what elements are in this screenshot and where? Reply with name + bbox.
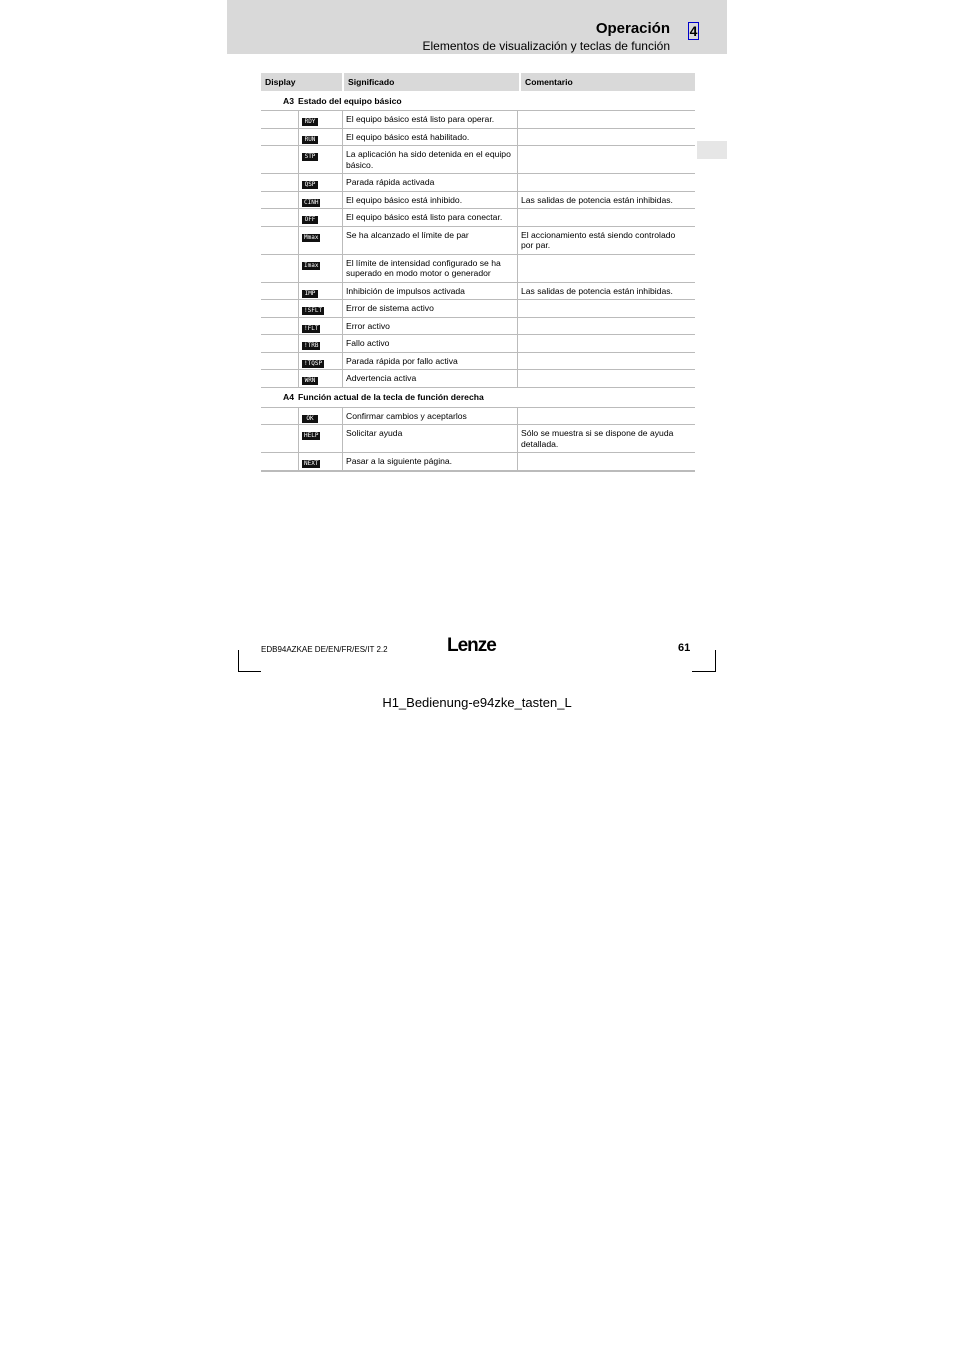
display-symbol-cell	[298, 129, 342, 146]
comment-cell	[517, 370, 693, 387]
lcd-status-icon: STP	[302, 153, 318, 161]
table-row	[261, 192, 695, 210]
meaning-cell: El equipo básico está inhibido.	[342, 192, 517, 209]
column-header-comment: Comentario	[521, 73, 695, 91]
page-number: 61	[678, 642, 691, 654]
table-body	[261, 91, 695, 472]
display-symbol-cell	[298, 111, 342, 128]
page-subtitle: Elementos de visualización y teclas de función	[422, 39, 670, 53]
display-spacer-cell	[261, 353, 298, 370]
meaning-cell: El límite de intensidad configurado se ha superado en modo motor o generador	[342, 255, 517, 282]
display-symbol-cell	[298, 300, 342, 317]
comment-cell	[517, 255, 693, 282]
lcd-status-icon: Mmax	[304, 233, 319, 241]
meaning-cell: El equipo básico está listo para conectar.	[342, 209, 517, 226]
comment-cell	[517, 146, 693, 173]
group-title: Estado del equipo básico	[298, 95, 402, 106]
comment-cell: Las salidas de potencia están inhibidas.	[517, 192, 693, 209]
display-symbol-cell	[298, 353, 342, 370]
group-title: Función actual de la tecla de función derecha	[298, 392, 484, 402]
display-spacer-cell	[261, 227, 298, 254]
display-symbol-cell	[298, 146, 342, 173]
display-symbol-cell	[298, 408, 342, 425]
comment-cell	[517, 174, 693, 191]
meaning-cell: Parada rápida por fallo activa	[342, 353, 517, 370]
crop-mark-left-vertical	[238, 650, 239, 672]
crop-mark-left-horizontal	[238, 671, 261, 672]
comment-cell	[517, 408, 693, 425]
lcd-status-icon: NEXT	[304, 460, 319, 467]
display-spacer-cell	[261, 255, 298, 282]
lcd-status-icon: OFF	[302, 216, 318, 224]
table-row	[261, 453, 695, 472]
comment-cell	[517, 129, 693, 146]
table-row	[261, 283, 695, 301]
display-symbol-cell	[298, 174, 342, 191]
table-row	[261, 300, 695, 318]
comment-cell	[517, 300, 693, 317]
table-row	[261, 111, 695, 129]
table-row	[261, 227, 695, 255]
group-id: A4	[283, 392, 294, 402]
display-symbol-cell	[298, 425, 342, 452]
display-spacer-cell	[261, 370, 298, 387]
comment-cell	[517, 111, 693, 128]
table-group-header	[261, 388, 695, 408]
display-symbol-cell	[298, 370, 342, 387]
display-spacer-cell	[261, 300, 298, 317]
meaning-cell: Solicitar ayuda	[342, 425, 517, 452]
comment-cell	[517, 453, 693, 470]
display-symbol-cell	[298, 453, 342, 470]
comment-cell	[517, 353, 693, 370]
comment-cell	[517, 209, 693, 226]
display-symbol-cell	[298, 192, 342, 209]
table-row	[261, 335, 695, 353]
display-spacer-cell	[261, 283, 298, 300]
group-id: A3	[283, 95, 294, 106]
lcd-status-icon: CINH	[304, 198, 319, 206]
lcd-status-icon: WRN	[302, 377, 318, 385]
meaning-cell: Inhibición de impulsos activada	[342, 283, 517, 300]
lcd-status-icon: HELP	[304, 432, 319, 439]
meaning-cell: Advertencia activa	[342, 370, 517, 387]
table-row	[261, 146, 695, 174]
meaning-cell: Error activo	[342, 318, 517, 335]
display-spacer-cell	[261, 192, 298, 209]
table-header	[261, 73, 695, 91]
lcd-status-icon: IMP	[302, 290, 318, 298]
display-symbol-cell	[298, 318, 342, 335]
table-row	[261, 209, 695, 227]
table-row	[261, 174, 695, 192]
comment-cell: Las salidas de potencia están inhibidas.	[517, 283, 693, 300]
display-spacer-cell	[261, 453, 298, 470]
table-row	[261, 318, 695, 336]
display-spacer-cell	[261, 318, 298, 335]
display-spacer-cell	[261, 129, 298, 146]
meaning-cell: Se ha alcanzado el límite de par	[342, 227, 517, 254]
table-row	[261, 425, 695, 453]
comment-cell	[517, 335, 693, 352]
meaning-cell: La aplicación ha sido detenida en el equipo básico.	[342, 146, 517, 173]
lcd-status-icon: QSP	[302, 181, 318, 189]
meaning-cell: Parada rápida activada	[342, 174, 517, 191]
comment-cell: El accionamiento está siendo controlado por par.	[517, 227, 693, 254]
column-header-meaning: Significado	[344, 73, 519, 91]
display-spacer-cell	[261, 335, 298, 352]
meaning-cell: El equipo básico está habilitado.	[342, 129, 517, 146]
table-group-header	[261, 91, 695, 111]
lcd-status-icon: !SFLT	[304, 307, 323, 314]
table-row	[261, 370, 695, 388]
display-spacer-cell	[261, 425, 298, 452]
source-filename: H1_Bedienung-e94zke_tasten_L	[382, 695, 572, 710]
display-spacer-cell	[261, 174, 298, 191]
side-thumb-tab	[697, 141, 727, 159]
lcd-status-icon: !TRB	[304, 342, 319, 349]
meaning-cell: Confirmar cambios y aceptarlos	[342, 408, 517, 425]
lcd-status-icon: RUN	[302, 136, 318, 144]
lenze-logo: Lenze	[447, 635, 496, 656]
display-spacer-cell	[261, 408, 298, 425]
meaning-cell: Fallo activo	[342, 335, 517, 352]
table-row	[261, 255, 695, 283]
document-code: EDB94AZKAE DE/EN/FR/ES/IT 2.2	[261, 645, 388, 654]
chapter-marker[interactable]: 4	[689, 23, 698, 39]
lcd-status-icon: !TQSP	[304, 359, 323, 367]
meaning-cell: El equipo básico está listo para operar.	[342, 111, 517, 128]
display-symbol-cell	[298, 283, 342, 300]
crop-mark-right-horizontal	[692, 671, 716, 672]
lcd-status-icon: OK	[302, 415, 318, 423]
meaning-cell: Pasar a la siguiente página.	[342, 453, 517, 470]
crop-mark-right-vertical	[715, 650, 716, 672]
display-symbol-cell	[298, 255, 342, 282]
display-symbol-cell	[298, 335, 342, 352]
page-title: Operación	[595, 20, 670, 37]
table-row	[261, 129, 695, 147]
table-row	[261, 353, 695, 371]
column-header-display: Display	[261, 73, 342, 91]
display-symbol-cell	[298, 227, 342, 254]
lcd-status-icon: RDY	[302, 118, 318, 126]
comment-cell	[517, 318, 693, 335]
lcd-status-icon: !FLT	[304, 324, 319, 332]
display-spacer-cell	[261, 111, 298, 128]
meaning-cell: Error de sistema activo	[342, 300, 517, 317]
display-spacer-cell	[261, 209, 298, 226]
lcd-status-icon: Imax	[304, 261, 319, 269]
table-row	[261, 408, 695, 426]
display-symbol-cell	[298, 209, 342, 226]
comment-cell: Sólo se muestra si se dispone de ayuda detallada.	[517, 425, 693, 452]
display-elements-table	[261, 73, 695, 472]
display-spacer-cell	[261, 146, 298, 173]
